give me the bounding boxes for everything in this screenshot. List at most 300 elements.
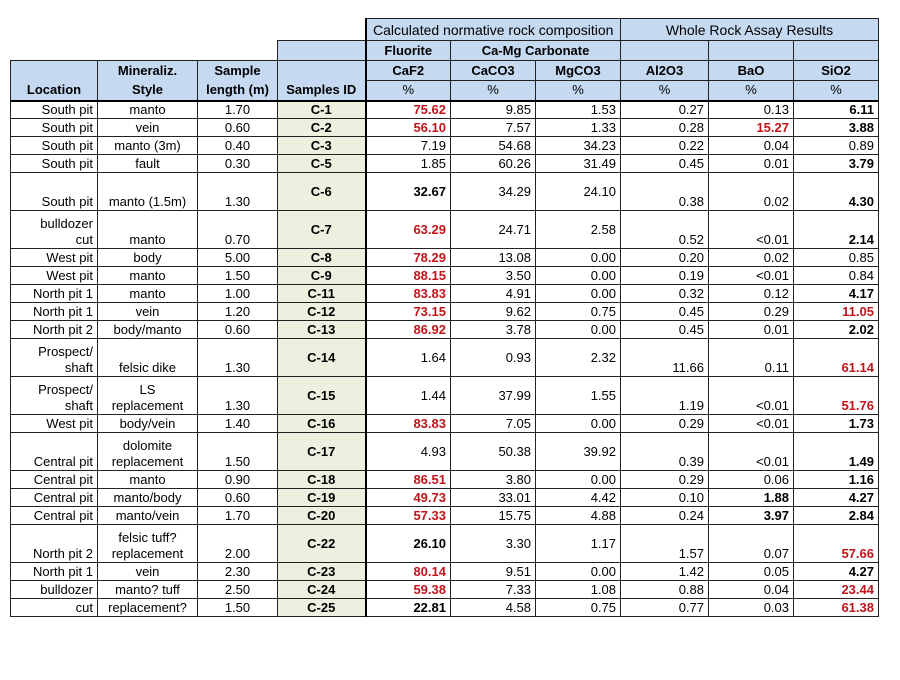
header-caf2: CaF2 xyxy=(366,61,451,81)
table-row xyxy=(11,377,879,415)
cell-bao: 0.06 xyxy=(709,471,794,489)
cell-location-line: South pit xyxy=(41,194,93,209)
table-row xyxy=(11,489,879,507)
header-bao: BaO xyxy=(709,61,794,81)
cell-sample-id: C-19 xyxy=(278,489,366,507)
cell-mgco3: 0.75 xyxy=(536,303,621,321)
cell-sio2: 51.76 xyxy=(794,377,879,415)
cell-style xyxy=(98,433,198,471)
table-row xyxy=(11,471,879,489)
cell-location xyxy=(11,563,98,581)
header-length-top: Sample xyxy=(198,61,278,81)
cell-length: 1.20 xyxy=(198,303,278,321)
header-al2o3: Al2O3 xyxy=(621,61,709,81)
cell-bao: 15.27 xyxy=(709,119,794,137)
header-style-top: Mineraliz. xyxy=(98,61,198,81)
table-row xyxy=(11,211,879,249)
table-row xyxy=(11,137,879,155)
cell-al2o3: 0.77 xyxy=(621,599,709,617)
cell-al2o3: 1.42 xyxy=(621,563,709,581)
cell-style-line: replacement xyxy=(111,398,184,413)
cell-sio2: 0.89 xyxy=(794,137,879,155)
cell-caf2: 78.29 xyxy=(366,249,451,267)
cell-length: 1.50 xyxy=(198,267,278,285)
cell-style-line: manto xyxy=(129,268,166,283)
cell-bao: 1.88 xyxy=(709,489,794,507)
unit-caco3: % xyxy=(451,81,536,101)
cell-sio2: 1.16 xyxy=(794,471,879,489)
cell-sample-id: C-25 xyxy=(278,599,366,617)
table-row xyxy=(11,285,879,303)
cell-caco3: 7.05 xyxy=(451,415,536,433)
cell-sample-id: C-13 xyxy=(278,321,366,339)
cell-mgco3: 0.00 xyxy=(536,285,621,303)
cell-caco3: 33.01 xyxy=(451,489,536,507)
header-location-top xyxy=(11,61,98,81)
cell-caco3: 3.78 xyxy=(451,321,536,339)
cell-caco3: 13.08 xyxy=(451,249,536,267)
table-row xyxy=(11,119,879,137)
cell-mgco3: 4.88 xyxy=(536,507,621,525)
cell-style-line: body/vein xyxy=(119,416,176,431)
table-row xyxy=(11,101,879,119)
cell-mgco3: 1.17 xyxy=(536,525,621,563)
cell-caf2: 88.15 xyxy=(366,267,451,285)
cell-bao: 0.12 xyxy=(709,285,794,303)
cell-sio2: 2.14 xyxy=(794,211,879,249)
cell-bao: 0.02 xyxy=(709,249,794,267)
cell-mgco3: 0.00 xyxy=(536,267,621,285)
cell-location xyxy=(11,599,98,617)
cell-mgco3: 39.92 xyxy=(536,433,621,471)
cell-bao: 0.07 xyxy=(709,525,794,563)
cell-al2o3: 0.88 xyxy=(621,581,709,599)
cell-bao: <0.01 xyxy=(709,415,794,433)
cell-caco3: 7.33 xyxy=(451,581,536,599)
cell-location xyxy=(11,415,98,433)
cell-bao: 3.97 xyxy=(709,507,794,525)
cell-length: 5.00 xyxy=(198,249,278,267)
cell-style xyxy=(98,119,198,137)
cell-location-line: Central pit xyxy=(33,472,93,487)
cell-location xyxy=(11,525,98,563)
cell-location xyxy=(11,267,98,285)
cell-sample-id: C-17 xyxy=(278,433,366,471)
unit-bao: % xyxy=(709,81,794,101)
cell-location-line: North pit 1 xyxy=(33,304,93,319)
table-row xyxy=(11,525,879,563)
cell-location xyxy=(11,101,98,119)
assay-table xyxy=(10,18,879,617)
cell-location xyxy=(11,581,98,599)
cell-sample-id: C-15 xyxy=(278,377,366,415)
cell-length: 1.50 xyxy=(198,433,278,471)
cell-al2o3: 0.27 xyxy=(621,101,709,119)
cell-style xyxy=(98,339,198,377)
cell-sample-id: C-1 xyxy=(278,101,366,119)
cell-location xyxy=(11,339,98,377)
cell-location-line: North pit 1 xyxy=(33,286,93,301)
blank-subheader-sio2 xyxy=(794,41,879,61)
cell-location xyxy=(11,489,98,507)
unit-caf2: % xyxy=(366,81,451,101)
cell-location-line: Central pit xyxy=(33,508,93,523)
cell-style-line: vein xyxy=(135,304,160,319)
cell-sample-id: C-16 xyxy=(278,415,366,433)
header-mgco3: MgCO3 xyxy=(536,61,621,81)
cell-caco3: 9.85 xyxy=(451,101,536,119)
cell-caf2: 1.44 xyxy=(366,377,451,415)
cell-location-line: North pit 1 xyxy=(33,564,93,579)
cell-style xyxy=(98,525,198,563)
cell-bao: 0.04 xyxy=(709,581,794,599)
table-row xyxy=(11,415,879,433)
cell-style-line: manto (1.5m) xyxy=(108,194,187,209)
cell-caco3: 50.38 xyxy=(451,433,536,471)
table-row xyxy=(11,173,879,211)
cell-bao: 0.04 xyxy=(709,137,794,155)
cell-length: 0.90 xyxy=(198,471,278,489)
cell-mgco3: 1.53 xyxy=(536,101,621,119)
cell-location xyxy=(11,155,98,173)
cell-length: 0.60 xyxy=(198,119,278,137)
cell-style xyxy=(98,285,198,303)
cell-length: 1.30 xyxy=(198,173,278,211)
cell-sample-id: C-7 xyxy=(278,211,366,249)
group-header-calculated: Calculated normative rock composition xyxy=(366,19,621,41)
cell-style xyxy=(98,377,198,415)
subgroup-camg-carbonate: Ca-Mg Carbonate xyxy=(451,41,621,61)
cell-al2o3: 0.29 xyxy=(621,415,709,433)
cell-sio2: 4.27 xyxy=(794,489,879,507)
cell-location xyxy=(11,211,98,249)
table-body xyxy=(11,101,879,617)
cell-mgco3: 0.00 xyxy=(536,249,621,267)
cell-style-line: manto xyxy=(129,286,166,301)
cell-sio2: 61.14 xyxy=(794,339,879,377)
cell-caf2: 83.83 xyxy=(366,285,451,303)
cell-sample-id: C-23 xyxy=(278,563,366,581)
cell-sample-id: C-9 xyxy=(278,267,366,285)
cell-style xyxy=(98,137,198,155)
cell-caf2: 4.93 xyxy=(366,433,451,471)
cell-al2o3: 0.52 xyxy=(621,211,709,249)
table-row xyxy=(11,267,879,285)
cell-sio2: 4.27 xyxy=(794,563,879,581)
cell-al2o3: 1.19 xyxy=(621,377,709,415)
cell-style xyxy=(98,249,198,267)
unit-al2o3: % xyxy=(621,81,709,101)
cell-style-line: manto/body xyxy=(113,490,182,505)
cell-sample-id: C-2 xyxy=(278,119,366,137)
cell-location-line: cut xyxy=(75,232,93,247)
cell-caf2: 63.29 xyxy=(366,211,451,249)
cell-location xyxy=(11,377,98,415)
cell-sio2: 23.44 xyxy=(794,581,879,599)
cell-sample-id: C-3 xyxy=(278,137,366,155)
cell-caf2: 7.19 xyxy=(366,137,451,155)
cell-bao: <0.01 xyxy=(709,211,794,249)
cell-style-line: dolomite xyxy=(122,438,173,453)
header-location: Location xyxy=(11,81,98,101)
header-length: length (m) xyxy=(198,81,278,101)
blank-corner-2 xyxy=(11,41,278,61)
cell-sio2: 57.66 xyxy=(794,525,879,563)
cell-style xyxy=(98,101,198,119)
cell-caf2: 75.62 xyxy=(366,101,451,119)
cell-sample-id: C-14 xyxy=(278,339,366,377)
cell-style-line: LS xyxy=(139,382,156,397)
cell-caf2: 83.83 xyxy=(366,415,451,433)
cell-sio2: 1.49 xyxy=(794,433,879,471)
cell-sample-id: C-24 xyxy=(278,581,366,599)
cell-sample-id: C-22 xyxy=(278,525,366,563)
cell-length: 1.00 xyxy=(198,285,278,303)
cell-location xyxy=(11,285,98,303)
cell-style-line: body/manto xyxy=(113,322,182,337)
cell-al2o3: 0.19 xyxy=(621,267,709,285)
cell-sio2: 2.02 xyxy=(794,321,879,339)
cell-mgco3: 34.23 xyxy=(536,137,621,155)
header-id-top xyxy=(278,61,366,81)
cell-length: 1.50 xyxy=(198,599,278,617)
cell-al2o3: 0.28 xyxy=(621,119,709,137)
cell-style xyxy=(98,599,198,617)
cell-sample-id: C-20 xyxy=(278,507,366,525)
cell-mgco3: 31.49 xyxy=(536,155,621,173)
cell-length: 0.60 xyxy=(198,321,278,339)
blank-subheader-bao xyxy=(709,41,794,61)
cell-style xyxy=(98,155,198,173)
cell-sample-id: C-5 xyxy=(278,155,366,173)
cell-caco3: 0.93 xyxy=(451,339,536,377)
cell-style xyxy=(98,321,198,339)
cell-style xyxy=(98,173,198,211)
cell-location xyxy=(11,471,98,489)
cell-caf2: 26.10 xyxy=(366,525,451,563)
cell-caf2: 73.15 xyxy=(366,303,451,321)
cell-caco3: 34.29 xyxy=(451,173,536,211)
cell-caco3: 3.30 xyxy=(451,525,536,563)
cell-caco3: 60.26 xyxy=(451,155,536,173)
cell-style-line: manto xyxy=(129,102,166,117)
cell-length: 1.40 xyxy=(198,415,278,433)
cell-caf2: 1.64 xyxy=(366,339,451,377)
table-row xyxy=(11,155,879,173)
cell-location-line: South pit xyxy=(41,120,93,135)
cell-sample-id: C-11 xyxy=(278,285,366,303)
table-row xyxy=(11,581,879,599)
cell-caf2: 57.33 xyxy=(366,507,451,525)
cell-mgco3: 4.42 xyxy=(536,489,621,507)
cell-sio2: 3.88 xyxy=(794,119,879,137)
cell-caco3: 3.80 xyxy=(451,471,536,489)
cell-sio2: 1.73 xyxy=(794,415,879,433)
blank-corner xyxy=(11,19,366,41)
cell-mgco3: 0.75 xyxy=(536,599,621,617)
cell-style-line: replacement? xyxy=(108,600,187,615)
cell-bao: 0.01 xyxy=(709,321,794,339)
cell-length: 0.40 xyxy=(198,137,278,155)
table-row xyxy=(11,599,879,617)
cell-location-line: bulldozer xyxy=(40,216,93,231)
cell-bao: <0.01 xyxy=(709,267,794,285)
cell-al2o3: 0.45 xyxy=(621,155,709,173)
cell-location xyxy=(11,507,98,525)
header-style: Style xyxy=(98,81,198,101)
cell-location xyxy=(11,137,98,155)
cell-bao: 0.29 xyxy=(709,303,794,321)
cell-style-line: manto xyxy=(129,232,166,247)
header-sample-id: Samples ID xyxy=(278,81,366,101)
cell-sio2: 4.17 xyxy=(794,285,879,303)
cell-location-line: South pit xyxy=(41,138,93,153)
cell-bao: 0.11 xyxy=(709,339,794,377)
cell-caf2: 32.67 xyxy=(366,173,451,211)
cell-bao: 0.02 xyxy=(709,173,794,211)
cell-location xyxy=(11,321,98,339)
cell-location xyxy=(11,249,98,267)
cell-location xyxy=(11,433,98,471)
cell-sample-id: C-6 xyxy=(278,173,366,211)
subgroup-fluorite: Fluorite xyxy=(366,41,451,61)
cell-location-line: South pit xyxy=(41,102,93,117)
cell-location-line: South pit xyxy=(41,156,93,171)
cell-location-line: shaft xyxy=(64,398,93,413)
cell-location-line: Central pit xyxy=(33,490,93,505)
cell-al2o3: 0.45 xyxy=(621,321,709,339)
cell-al2o3: 0.38 xyxy=(621,173,709,211)
cell-caco3: 7.57 xyxy=(451,119,536,137)
cell-caco3: 24.71 xyxy=(451,211,536,249)
unit-mgco3: % xyxy=(536,81,621,101)
cell-mgco3: 0.00 xyxy=(536,563,621,581)
cell-caf2: 80.14 xyxy=(366,563,451,581)
cell-mgco3: 0.00 xyxy=(536,471,621,489)
cell-style-line: vein xyxy=(135,564,160,579)
cell-style-line: felsic dike xyxy=(118,360,177,375)
cell-length: 2.50 xyxy=(198,581,278,599)
cell-location-line: North pit 2 xyxy=(33,322,93,337)
cell-style xyxy=(98,507,198,525)
cell-style-line: manto/vein xyxy=(115,508,180,523)
cell-location xyxy=(11,303,98,321)
cell-al2o3: 0.29 xyxy=(621,471,709,489)
cell-location xyxy=(11,173,98,211)
cell-sio2: 11.05 xyxy=(794,303,879,321)
cell-length: 1.30 xyxy=(198,377,278,415)
cell-style xyxy=(98,581,198,599)
cell-mgco3: 2.58 xyxy=(536,211,621,249)
cell-sio2: 6.11 xyxy=(794,101,879,119)
cell-mgco3: 1.33 xyxy=(536,119,621,137)
cell-al2o3: 0.20 xyxy=(621,249,709,267)
cell-style-line: replacement xyxy=(111,454,184,469)
table-row xyxy=(11,433,879,471)
cell-style xyxy=(98,471,198,489)
cell-style xyxy=(98,489,198,507)
cell-location-line: shaft xyxy=(64,360,93,375)
cell-location-line: West pit xyxy=(46,250,93,265)
cell-style-line: manto xyxy=(129,472,166,487)
cell-style-line: fault xyxy=(135,156,160,171)
cell-caco3: 4.91 xyxy=(451,285,536,303)
cell-sample-id: C-8 xyxy=(278,249,366,267)
cell-caf2: 49.73 xyxy=(366,489,451,507)
cell-al2o3: 0.22 xyxy=(621,137,709,155)
cell-mgco3: 0.00 xyxy=(536,321,621,339)
cell-bao: 0.01 xyxy=(709,155,794,173)
cell-sio2: 3.79 xyxy=(794,155,879,173)
cell-al2o3: 0.24 xyxy=(621,507,709,525)
cell-caco3: 9.62 xyxy=(451,303,536,321)
cell-length: 0.60 xyxy=(198,489,278,507)
cell-caf2: 59.38 xyxy=(366,581,451,599)
header-caco3: CaCO3 xyxy=(451,61,536,81)
cell-sio2: 0.84 xyxy=(794,267,879,285)
cell-length: 2.00 xyxy=(198,525,278,563)
cell-location-line: Central pit xyxy=(33,454,93,469)
cell-caf2: 1.85 xyxy=(366,155,451,173)
cell-sample-id: C-12 xyxy=(278,303,366,321)
cell-length: 0.30 xyxy=(198,155,278,173)
cell-mgco3: 1.08 xyxy=(536,581,621,599)
cell-mgco3: 24.10 xyxy=(536,173,621,211)
cell-caf2: 56.10 xyxy=(366,119,451,137)
cell-caco3: 4.58 xyxy=(451,599,536,617)
table-row xyxy=(11,339,879,377)
cell-location-line: North pit 2 xyxy=(33,546,93,561)
cell-caco3: 9.51 xyxy=(451,563,536,581)
cell-mgco3: 0.00 xyxy=(536,415,621,433)
table-row xyxy=(11,563,879,581)
cell-al2o3: 0.45 xyxy=(621,303,709,321)
table-row xyxy=(11,249,879,267)
cell-caco3: 37.99 xyxy=(451,377,536,415)
blank-subheader xyxy=(278,41,366,61)
cell-style xyxy=(98,415,198,433)
cell-style-line: replacement xyxy=(111,546,184,561)
cell-location-line: Prospect/ xyxy=(38,344,93,359)
cell-length: 2.30 xyxy=(198,563,278,581)
cell-bao: 0.05 xyxy=(709,563,794,581)
cell-length: 1.30 xyxy=(198,339,278,377)
cell-caco3: 15.75 xyxy=(451,507,536,525)
cell-sample-id: C-18 xyxy=(278,471,366,489)
cell-location-line: cut xyxy=(75,600,93,615)
cell-mgco3: 1.55 xyxy=(536,377,621,415)
cell-bao: 0.03 xyxy=(709,599,794,617)
cell-style-line: manto (3m) xyxy=(114,138,181,153)
cell-caco3: 3.50 xyxy=(451,267,536,285)
unit-sio2: % xyxy=(794,81,879,101)
cell-length: 0.70 xyxy=(198,211,278,249)
header-sio2: SiO2 xyxy=(794,61,879,81)
cell-style xyxy=(98,211,198,249)
table-row xyxy=(11,507,879,525)
table-row xyxy=(11,303,879,321)
cell-bao: <0.01 xyxy=(709,377,794,415)
cell-mgco3: 2.32 xyxy=(536,339,621,377)
cell-style-line: felsic tuff? xyxy=(118,530,177,545)
cell-location xyxy=(11,119,98,137)
cell-location-line: West pit xyxy=(46,416,93,431)
cell-caco3: 54.68 xyxy=(451,137,536,155)
cell-al2o3: 0.32 xyxy=(621,285,709,303)
cell-sio2: 2.84 xyxy=(794,507,879,525)
cell-location-line: West pit xyxy=(46,268,93,283)
cell-sio2: 61.38 xyxy=(794,599,879,617)
